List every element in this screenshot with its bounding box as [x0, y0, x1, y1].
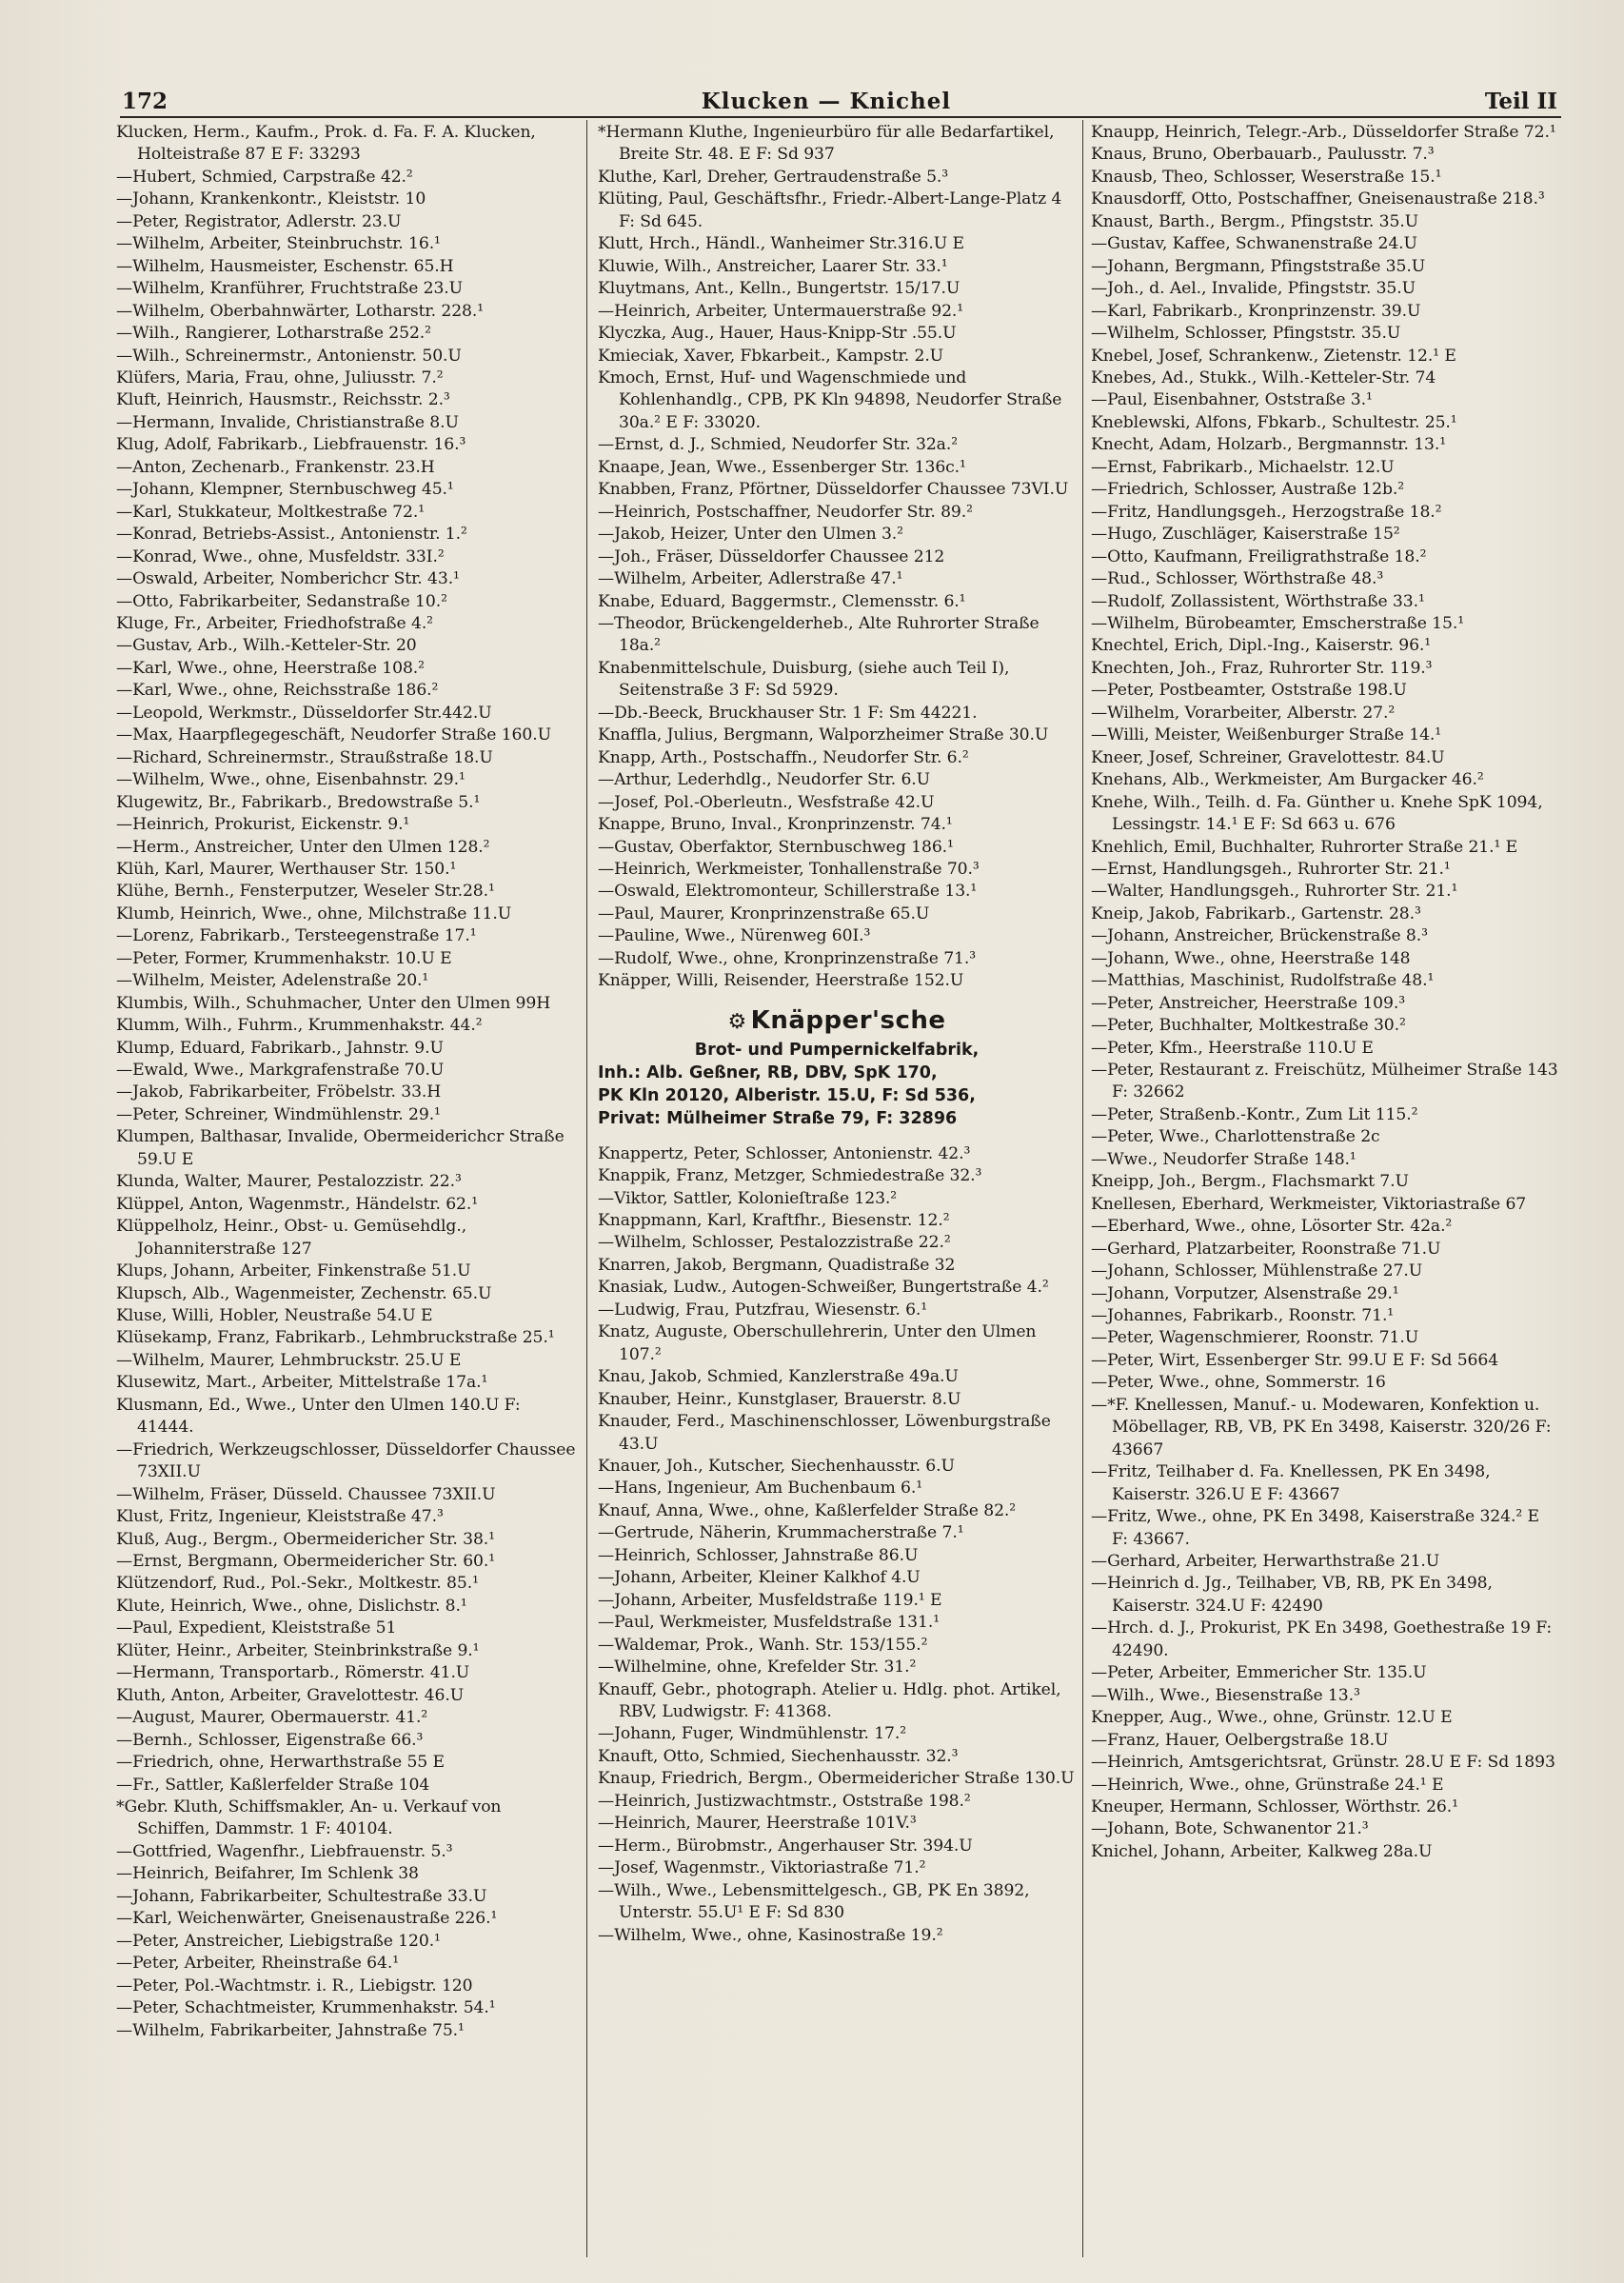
directory-entry: —Peter, Pol.-Wachtmstr. i. R., Liebigstr. 120 [116, 1975, 473, 1995]
directory-entry: —Jakob, Fabrikarbeiter, Fröbelstr. 33.H [116, 1082, 442, 1102]
directory-entry: —Viktor, Sattler, Kolonieſtraße 123.² [598, 1188, 898, 1208]
directory-entry: —Gustav, Oberfaktor, Sternbuschweg 186.¹ [598, 837, 954, 857]
running-title: Klucken — Knichel [701, 88, 952, 114]
directory-entry: —Johann, Fabrikarbeiter, Schultestraße 33.U [116, 1886, 487, 1906]
directory-entry: Knau, Jakob, Schmied, Kanzlerstraße 49a.U [598, 1367, 959, 1387]
directory-entry: —Bernh., Schlosser, Eigenstraße 66.³ [116, 1730, 424, 1750]
directory-entry: Knatz, Auguste, Oberschullehrerin, Unter den Ulmen 107.² [598, 1322, 1037, 1364]
directory-entry: Klump, Eduard, Fabrikarb., Jahnstr. 9.U [116, 1038, 444, 1058]
directory-entry: Klug, Adolf, Fabrikarb., Liebfrauenstr. 16.³ [116, 435, 466, 455]
directory-entry: *Gebr. Kluth, Schiffsmakler, An- u. Verkauf von Schiffen, Dammstr. 1 F: 40104. [116, 1797, 502, 1839]
directory-entry: Kluge, Fr., Arbeiter, Friedhofstraße 4.² [116, 613, 433, 633]
directory-entry: Knäpper, Willi, Reisender, Heerstraße 152.U [598, 971, 964, 991]
directory-entry: —Lorenz, Fabrikarb., Tersteegenstraße 17.¹ [116, 926, 477, 946]
directory-entry: —Db.-Beeck, Bruckhauser Str. 1 F: Sm 44221. [598, 703, 978, 723]
directory-entry: —Gottfried, Wagenfhr., Liebfrauenstr. 5.³ [116, 1841, 453, 1861]
directory-entry: —Gustav, Kaffee, Schwanenstraße 24.U [1091, 234, 1417, 254]
directory-entry: Klumb, Heinrich, Wwe., ohne, Milchstraße 11.U [116, 903, 512, 923]
directory-entry: —Peter, Registrator, Adlerstr. 23.U [116, 211, 402, 231]
directory-entry: Kneipp, Joh., Bergm., Flachsmarkt 7.U [1091, 1172, 1409, 1192]
directory-entry: —Wilh., Wwe., Biesenstraße 13.³ [1091, 1685, 1360, 1705]
directory-entry: Knebel, Josef, Schrankenw., Zietenstr. 12.¹ E [1091, 346, 1456, 366]
column-2 [598, 122, 1076, 2259]
directory-entry: —Heinrich d. Jg., Teilhaber, VB, RB, PK En 3498, Kaiserstr. 324.U F: 42490 [1091, 1574, 1493, 1616]
directory-entry: —Herm., Bürobmstr., Angerhauser Str. 394.U [598, 1836, 973, 1856]
directory-entry: —Franz, Hauer, Oelbergstraße 18.U [1091, 1730, 1389, 1750]
directory-entry: —Peter, Arbeiter, Rheinstraße 64.¹ [116, 1954, 399, 1974]
directory-entry: —Wilhelm, Meister, Adelenstraße 20.¹ [116, 971, 429, 991]
directory-entry: —Gustav, Arb., Wilh.-Ketteler-Str. 20 [116, 636, 417, 656]
directory-entry: —Wilhelm, Kranführer, Fruchtstraße 23.U [116, 279, 464, 299]
directory-entry: Knausdorff, Otto, Postschaffner, Gneisenaustraße 218.³ [1091, 189, 1545, 209]
directory-entry: —Friedrich, Schlosser, Austraße 12b.² [1091, 480, 1405, 500]
directory-entry: —Johann, Anstreicher, Brückenstraße 8.³ [1091, 926, 1428, 946]
directory-entry: —Walter, Handlungsgeh., Ruhrorter Str. 21.¹ [1091, 882, 1458, 902]
page-header [122, 82, 1557, 120]
directory-entry: —Max, Haarpflegegeschäft, Neudorfer Straße 160.U [116, 725, 551, 745]
directory-entry: —Heinrich, Amtsgerichtsrat, Grünstr. 28.U E F: Sd 1893 [1091, 1753, 1555, 1773]
directory-entry: Klüfers, Maria, Frau, ohne, Juliusstr. 7.² [116, 367, 444, 387]
directory-entry: Knappik, Franz, Metzger, Schmiedestraße 32.³ [598, 1166, 982, 1186]
directory-entry: Kneer, Josef, Schreiner, Gravelottestr. 84.U [1091, 747, 1445, 767]
directory-entry: Klusewitz, Mart., Arbeiter, Mittelstraße 17a.¹ [116, 1373, 488, 1393]
directory-entry: Knecht, Adam, Holzarb., Bergmannstr. 13.¹ [1091, 435, 1447, 455]
directory-entry: —Karl, Fabrikarb., Kronprinzenstr. 39.U [1091, 301, 1421, 321]
directory-entry: —Herm., Anstreicher, Unter den Ulmen 128.² [116, 837, 490, 857]
directory-entry: —Gertrude, Näherin, Krummacherstraße 7.¹ [598, 1523, 964, 1543]
directory-entry: Knabenmittelschule, Duisburg, (siehe auch Teil I), Seitenstraße 3 F: Sd 5929. [598, 658, 1010, 701]
directory-entry: Knabe, Eduard, Baggermstr., Clemensstr. 6.¹ [598, 591, 966, 611]
directory-entry: —Eberhard, Wwe., ohne, Lösorter Str. 42a.² [1091, 1217, 1453, 1237]
directory-entry: —Wilhelm, Wwe., ohne, Eisenbahnstr. 29.¹ [116, 770, 465, 790]
directory-entry: —Heinrich, Justizwachtmstr., Oststraße 198.² [598, 1791, 971, 1811]
directory-entry: Knausb, Theo, Schlosser, Weserstraße 15.¹ [1091, 167, 1442, 187]
directory-entry: Knasiak, Ludw., Autogen-Schweißer, Bungertstraße 4.² [598, 1278, 1049, 1298]
directory-entry: Kluse, Willi, Hobler, Neustraße 54.U E [116, 1306, 433, 1326]
directory-entry: Knapp, Arth., Postschaffn., Neudorfer Str. 6.² [598, 747, 969, 767]
directory-entry: Knehans, Alb., Werkmeister, Am Burgacker 46.² [1091, 770, 1484, 790]
directory-entry: —Heinrich, Maurer, Heerstraße 101V.³ [598, 1814, 917, 1834]
directory-entry: Klützendorf, Rud., Pol.-Sekr., Moltkestr. 85.¹ [116, 1574, 479, 1594]
directory-entry: Klühe, Bernh., Fensterputzer, Weseler Str.28.¹ [116, 882, 495, 902]
directory-entry: —Rudolf, Wwe., ohne, Kronprinzenstraße 71.³ [598, 948, 977, 968]
directory-entry: —Willi, Meister, Weißenburger Straße 14.¹ [1091, 725, 1442, 745]
directory-entry: —Josef, Wagenmstr., Viktoriastraße 71.² [598, 1858, 926, 1878]
directory-entry: —Karl, Weichenwärter, Gneisenaustraße 226.¹ [116, 1909, 498, 1929]
ad-line: PK Kln 20120, Alberistr. 15.U, F: Sd 536, [598, 1085, 976, 1105]
directory-entry: —Matthias, Maschinist, Rudolfstraße 48.¹ [1091, 971, 1435, 991]
directory-entry: —Ewald, Wwe., Markgrafenstraße 70.U [116, 1061, 445, 1081]
directory-entry: —August, Maurer, Obermauerstr. 41.² [116, 1708, 428, 1728]
directory-entry: Kneblewski, Alfons, Fbkarb., Schultestr. 25.¹ [1091, 412, 1457, 432]
directory-entry: —Theodor, Brückengelderheb., Alte Ruhrorter Straße 18a.² [598, 613, 1040, 656]
directory-entry: Kmoch, Ernst, Huf- und Wagenschmiede und Kohlenhandlg., CPB, PK Kln 94898, Neudorfer Straße 30a.² E F: 33020. [598, 367, 1062, 432]
directory-entry: —Wilhelm, Bürobeamter, Emscherstraße 15.¹ [1091, 613, 1465, 633]
directory-entry: —Peter, Restaurant z. Freischütz, Mülheimer Straße 143 F: 32662 [1091, 1061, 1558, 1102]
directory-entry: —Waldemar, Prok., Wanh. Str. 153/155.² [598, 1635, 928, 1655]
directory-entry: Klüsekamp, Franz, Fabrikarb., Lehmbruckstraße 25.¹ [116, 1328, 555, 1348]
directory-entry: Klusmann, Ed., Wwe., Unter den Ulmen 140.U F: 41444. [116, 1395, 521, 1438]
directory-entry: —Peter, Wagenschmierer, Roonstr. 71.U [1091, 1328, 1419, 1348]
directory-entry: —Paul, Maurer, Kronprinzenstraße 65.U [598, 903, 930, 923]
directory-entry: —Paul, Eisenbahner, Oststraße 3.¹ [1091, 390, 1373, 410]
directory-entry: Knaupp, Heinrich, Telegr.-Arb., Düsseldorfer Straße 72.¹ [1091, 123, 1556, 142]
directory-entry: —Fritz, Teilhaber d. Fa. Knellessen, PK En 3498, Kaiserstr. 326.U E F: 43667 [1091, 1462, 1491, 1504]
directory-entry: —Heinrich, Wwe., ohne, Grünstraße 24.¹ E [1091, 1775, 1444, 1795]
directory-entry: Klüh, Karl, Maurer, Werthauser Str. 150.¹ [116, 859, 457, 879]
directory-entry: —Anton, Zechenarb., Frankenstr. 23.H [116, 457, 435, 477]
column-3 [1091, 122, 1559, 2259]
directory-entry: —Johann, Bote, Schwanentor 21.³ [1091, 1819, 1369, 1839]
directory-entry: —Johann, Krankenkontr., Kleiststr. 10 [116, 189, 426, 209]
directory-entry: —Wilhelm, Fabrikarbeiter, Jahnstraße 75.¹ [116, 2020, 465, 2040]
directory-entry: —Joh., Fräser, Düsseldorfer Chaussee 212 [598, 546, 945, 566]
directory-entry: Klutt, Hrch., Händl., Wanheimer Str.316.U E [598, 234, 964, 254]
directory-entry: —Johann, Vorputzer, Alsenstraße 29.¹ [1091, 1283, 1399, 1303]
directory-entry: Klüppel, Anton, Wagenmstr., Händelstr. 62.¹ [116, 1194, 479, 1214]
directory-entry: Kmieciak, Xaver, Fbkarbeit., Kampstr. 2.U [598, 346, 944, 366]
directory-entry: —Wilhelm, Arbeiter, Steinbruchstr. 16.¹ [116, 234, 441, 254]
directory-entry: —Fritz, Wwe., ohne, PK En 3498, Kaiserstraße 324.² E F: 43667. [1091, 1507, 1539, 1549]
directory-entry: —Oswald, Arbeiter, Nomberichcr Str. 43.¹ [116, 569, 460, 589]
directory-entry: —Peter, Buchhalter, Moltkestraße 30.² [1091, 1016, 1406, 1036]
directory-entry: —Wilhelm, Maurer, Lehmbruckstr. 25.U E [116, 1350, 462, 1370]
ad-line: Brot- und Pumpernickelfabrik, [694, 1040, 980, 1060]
directory-entry: Knehlich, Emil, Buchhalter, Ruhrorter Straße 21.¹ E [1091, 837, 1518, 857]
ad-line: Inh.: Alb. Geßner, RB, DBV, SpK 170, [598, 1062, 938, 1082]
directory-entry: Kluthe, Karl, Dreher, Gertraudenstraße 5.³ [598, 167, 949, 187]
directory-entry: —Hugo, Zuschläger, Kaiserstraße 15² [1091, 525, 1400, 545]
directory-entry: —Josef, Pol.-Oberleutn., Wesfstraße 42.U [598, 792, 935, 812]
directory-entry: Knechten, Joh., Fraz, Ruhrorter Str. 119.³ [1091, 658, 1433, 678]
part-label: Teil II [1484, 88, 1557, 114]
column-divider-2 [1082, 120, 1083, 2257]
directory-entry: —Karl, Stukkateur, Moltkestraße 72.¹ [116, 502, 426, 522]
page-number: 172 [122, 88, 168, 114]
directory-entry: —Peter, Anstreicher, Liebigstraße 120.¹ [116, 1931, 441, 1951]
directory-entry: Kluft, Heinrich, Hausmstr., Reichsstr. 2.³ [116, 390, 450, 410]
directory-entry: —Peter, Anstreicher, Heerstraße 109.³ [1091, 993, 1406, 1013]
directory-entry: —Hrch. d. J., Prokurist, PK En 3498, Goethestraße 19 F: 42490. [1091, 1618, 1553, 1660]
column-1 [116, 122, 577, 2259]
directory-entry: —Otto, Fabrikarbeiter, Sedanstraße 10.² [116, 591, 447, 611]
directory-entry: —Konrad, Wwe., ohne, Musfeldstr. 33I.² [116, 546, 445, 566]
directory-entry: —Wilh., Rangierer, Lotharstraße 252.² [116, 324, 431, 344]
directory-entry: —Johann, Arbeiter, Musfeldstraße 119.¹ E [598, 1590, 942, 1610]
directory-entry: —Wilhelm, Schlosser, Pestalozzistraße 22.² [598, 1233, 951, 1253]
directory-entry: —Rudolf, Zollassistent, Wörthstraße 33.¹ [1091, 591, 1425, 611]
directory-entry: —Peter, Schachtmeister, Krummenhakstr. 54.¹ [116, 1998, 496, 2018]
directory-entry: —*F. Knellessen, Manuf.- u. Modewaren, Konfektion u. Möbellager, RB, VB, PK En 3498, Kaiserstr. 320/26 F: 43667 [1091, 1395, 1552, 1459]
directory-entry: —Johann, Schlosser, Mühlenstraße 27.U [1091, 1261, 1423, 1281]
directory-entry: —Wilhelm, Hausmeister, Eschenstr. 65.H [116, 256, 454, 276]
directory-entry: Knebes, Ad., Stukk., Wilh.-Ketteler-Str. 74 [1091, 367, 1436, 387]
directory-entry: Kluwie, Wilh., Anstreicher, Laarer Str. 33.¹ [598, 256, 948, 276]
directory-entry: Knaup, Friedrich, Bergm., Obermeidericher Straße 130.U [598, 1769, 1075, 1789]
directory-entry: Knepper, Aug., Wwe., ohne, Grünstr. 12.U E [1091, 1708, 1453, 1728]
advertisement [598, 1006, 1076, 1130]
directory-entry: —Heinrich, Postschaffner, Neudorfer Str. 89.² [598, 502, 973, 522]
directory-entry: *Hermann Kluthe, Ingenieurbüro für alle Bedarfartikel, Breite Str. 48. E F: Sd 937 [598, 123, 1055, 165]
directory-entry: Klunda, Walter, Maurer, Pestalozzistr. 22.³ [116, 1172, 462, 1192]
directory-entry: —Peter, Wirt, Essenberger Str. 99.U E F: Sd 5664 [1091, 1350, 1499, 1370]
directory-entry: —Paul, Expedient, Kleiststraße 51 [116, 1618, 397, 1638]
directory-entry: Knauber, Heinr., Kunstglaser, Brauerstr. 8.U [598, 1389, 961, 1409]
directory-entry: Knauf, Anna, Wwe., ohne, Kaßlerfelder Straße 82.² [598, 1500, 1017, 1520]
directory-entry: —Peter, Wwe., Charlottenstraße 2c [1091, 1127, 1380, 1147]
directory-entry: —Hermann, Transportarb., Römerstr. 41.U [116, 1663, 470, 1683]
directory-entry: —Johann, Wwe., ohne, Heerstraße 148 [1091, 948, 1411, 968]
directory-entry: —Wilh., Schreinermstr., Antonienstr. 50.U [116, 346, 462, 366]
directory-entry: Klumpen, Balthasar, Invalide, Obermeiderichcr Straße 59.U E [116, 1127, 564, 1169]
directory-entry: —Johann, Fuger, Windmühlenstr. 17.² [598, 1724, 907, 1744]
directory-entry: —Ernst, Bergmann, Obermeidericher Str. 60.¹ [116, 1552, 496, 1571]
directory-entry: —Fritz, Handlungsgeh., Herzogstraße 18.² [1091, 502, 1442, 522]
directory-entry: Kneip, Jakob, Fabrikarb., Gartenstr. 28.³ [1091, 903, 1421, 923]
directory-entry: —Wilhelm, Wwe., ohne, Kasinostraße 19.² [598, 1925, 943, 1945]
directory-entry: Knaust, Barth., Bergm., Pfingststr. 35.U [1091, 211, 1419, 231]
directory-entry: Klust, Fritz, Ingenieur, Kleiststraße 47.³ [116, 1507, 444, 1527]
directory-entry: —Peter, Wwe., ohne, Sommerstr. 16 [1091, 1373, 1386, 1393]
directory-entry: —Wilh., Wwe., Lebensmittelgesch., GB, PK En 3892, Unterstr. 55.U¹ E F: Sd 830 [598, 1880, 1030, 1923]
directory-entry: —Wilhelm, Schlosser, Pfingststr. 35.U [1091, 324, 1401, 344]
directory-entry: —Johann, Arbeiter, Kleiner Kalkhof 4.U [598, 1568, 921, 1588]
directory-entry: Knauft, Otto, Schmied, Siechenhausstr. 32.³ [598, 1746, 959, 1766]
directory-entry: —Wilhelm, Vorarbeiter, Alberstr. 27.² [1091, 703, 1396, 723]
directory-entry: Klups, Johann, Arbeiter, Finkenstraße 51.U [116, 1261, 471, 1281]
directory-entry: Knauer, Joh., Kutscher, Siechenhausstr. 6.U [598, 1457, 955, 1477]
directory-entry: Klute, Heinrich, Wwe., ohne, Dislichstr. 8.¹ [116, 1596, 467, 1616]
directory-entry: Klüppelholz, Heinr., Obst- u. Gemüsehdlg., Johanniterstraße 127 [116, 1217, 467, 1259]
directory-entry: Knappertz, Peter, Schlosser, Antonienstr. 42.³ [598, 1143, 971, 1163]
directory-entry: —Wilhelm, Oberbahnwärter, Lotharstr. 228.¹ [116, 301, 485, 321]
directory-entry: Klucken, Herm., Kaufm., Prok. d. Fa. F. A. Klucken, Holteistraße 87 E F: 33293 [116, 123, 536, 165]
directory-entry: Kneuper, Hermann, Schlosser, Wörthstr. 26.¹ [1091, 1797, 1458, 1816]
directory-entry: Knappe, Bruno, Inval., Kronprinzenstr. 74.¹ [598, 815, 953, 835]
directory-entry: —Peter, Schreiner, Windmühlenstr. 29.¹ [116, 1104, 441, 1124]
directory-entry: —Konrad, Betriebs-Assist., Antonienstr. 1.² [116, 525, 467, 545]
directory-entry: —Hans, Ingenieur, Am Buchenbaum 6.¹ [598, 1479, 923, 1499]
ad-line: Privat: Mülheimer Straße 79, F: 32896 [598, 1108, 958, 1128]
directory-entry: —Leopold, Werkmstr., Düsseldorfer Str.442.U [116, 703, 492, 723]
directory-entry: —Heinrich, Werkmeister, Tonhallenstraße 70.³ [598, 859, 980, 879]
directory-entry: —Johann, Klempner, Sternbuschweg 45.¹ [116, 480, 454, 500]
directory-entry: —Paul, Werkmeister, Musfeldstraße 131.¹ [598, 1613, 940, 1633]
directory-entry: —Heinrich, Arbeiter, Untermauerstraße 92.¹ [598, 301, 964, 321]
directory-entry: —Ernst, Handlungsgeh., Ruhrorter Str. 21.¹ [1091, 859, 1451, 879]
directory-entry: —Ludwig, Frau, Putzfrau, Wiesenstr. 6.¹ [598, 1300, 928, 1320]
directory-entry: —Arthur, Lederhdlg., Neudorfer Str. 6.U [598, 770, 931, 790]
directory-entry: —Wwe., Neudorfer Straße 148.¹ [1091, 1149, 1357, 1169]
directory-entry: —Hermann, Invalide, Christianstraße 8.U [116, 412, 459, 432]
directory-entry: —Wilhelmine, ohne, Krefelder Str. 31.² [598, 1658, 917, 1678]
directory-entry: Knarren, Jakob, Bergmann, Quadistraße 32 [598, 1255, 956, 1275]
directory-entry: Knauff, Gebr., photograph. Atelier u. Hdlg. phot. Artikel, RBV, Ludwigstr. F: 41368. [598, 1679, 1061, 1721]
directory-entry: Knaus, Bruno, Oberbauarb., Paulusstr. 7.³ [1091, 145, 1435, 165]
directory-entry: —Rud., Schlosser, Wörthstraße 48.³ [1091, 569, 1384, 589]
directory-entry: —Wilhelm, Fräser, Düsseld. Chaussee 73XII.U [116, 1484, 496, 1504]
directory-entry: —Ernst, d. J., Schmied, Neudorfer Str. 32a.² [598, 435, 958, 455]
directory-entry: Knehe, Wilh., Teilh. d. Fa. Günther u. Knehe SpK 1094, Lessingstr. 14.¹ E F: Sd 663 u. 676 [1091, 792, 1543, 835]
directory-entry: Klumm, Wilh., Fuhrm., Krummenhakstr. 44.² [116, 1016, 483, 1036]
ad-brand [598, 1006, 1076, 1035]
directory-entry: Knaape, Jean, Wwe., Essenberger Str. 136c.¹ [598, 457, 966, 477]
directory-entry: —Hubert, Schmied, Carpstraße 42.² [116, 167, 413, 187]
directory-entry: —Karl, Wwe., ohne, Reichsstraße 186.² [116, 681, 439, 701]
directory-entry: —Ernst, Fabrikarb., Michaelstr. 12.U [1091, 457, 1395, 477]
directory-entry: Klumbis, Wilh., Schuhmacher, Unter den Ulmen 99H [116, 993, 551, 1013]
directory-entry: —Karl, Wwe., ohne, Heerstraße 108.² [116, 658, 425, 678]
directory-entry: —Heinrich, Prokurist, Eickenstr. 9.¹ [116, 815, 410, 835]
directory-entry: —Gerhard, Platzarbeiter, Roonstraße 71.U [1091, 1239, 1441, 1259]
header-rule [120, 116, 1561, 118]
directory-entry: —Friedrich, ohne, Herwarthstraße 55 E [116, 1753, 445, 1773]
directory-entry: Kluth, Anton, Arbeiter, Gravelottestr. 46.U [116, 1685, 465, 1705]
directory-entry: Knauder, Ferd., Maschinenschlosser, Löwenburgstraße 43.U [598, 1412, 1051, 1454]
directory-entry: —Jakob, Heizer, Unter den Ulmen 3.² [598, 525, 903, 545]
directory-entry: —Richard, Schreinermstr., Straußstraße 18.U [116, 747, 493, 767]
gear-logo-icon: ⚙ [727, 1009, 747, 1034]
directory-entry: —Peter, Kfm., Heerstraße 110.U E [1091, 1038, 1374, 1058]
directory-entry: —Johann, Bergmann, Pfingststraße 35.U [1091, 256, 1426, 276]
directory-entry: Kluytmans, Ant., Kelln., Bungertstr. 15/17.U [598, 279, 961, 299]
directory-entry: Klugewitz, Br., Fabrikarb., Bredowstraße 5.¹ [116, 792, 481, 812]
directory-entry: —Peter, Arbeiter, Emmericher Str. 135.U [1091, 1663, 1427, 1683]
directory-entry: —Johannes, Fabrikarb., Roonstr. 71.¹ [1091, 1306, 1395, 1326]
directory-entry: —Peter, Former, Krummenhakstr. 10.U E [116, 948, 452, 968]
directory-entry: —Fr., Sattler, Kaßlerfelder Straße 104 [116, 1775, 430, 1795]
directory-entry: Klüter, Heinr., Arbeiter, Steinbrinkstraße 9.¹ [116, 1640, 480, 1660]
directory-entry: Klüting, Paul, Geschäftsfhr., Friedr.-Albert-Lange-Platz 4 F: Sd 645. [598, 189, 1062, 231]
directory-entry: —Oswald, Elektromonteur, Schillerstraße 13.¹ [598, 882, 978, 902]
directory-entry: —Heinrich, Schlosser, Jahnstraße 86.U [598, 1545, 919, 1565]
directory-entry: —Peter, Postbeamter, Oststraße 198.U [1091, 681, 1407, 701]
directory-entry: —Pauline, Wwe., Nürenweg 60I.³ [598, 926, 871, 946]
directory-entry: Klyczka, Aug., Hauer, Haus-Knipp-Str .55.U [598, 324, 957, 344]
directory-entry: Knichel, Johann, Arbeiter, Kalkweg 28a.U [1091, 1841, 1433, 1861]
directory-entry: —Peter, Straßenb.-Kontr., Zum Lit 115.² [1091, 1104, 1418, 1124]
directory-entry: Kluß, Aug., Bergm., Obermeidericher Str. 38.¹ [116, 1529, 495, 1549]
ad-brand-name: Knäpper'sche [750, 1005, 946, 1035]
directory-entry: Knechtel, Erich, Dipl.-Ing., Kaiserstr. 96.¹ [1091, 636, 1432, 656]
directory-entry: Klupsch, Alb., Wagenmeister, Zechenstr. 65.U [116, 1283, 492, 1303]
directory-entry: Knabben, Franz, Pförtner, Düsseldorfer Chaussee 73VI.U [598, 480, 1069, 500]
directory-entry: —Wilhelm, Arbeiter, Adlerstraße 47.¹ [598, 569, 903, 589]
directory-entry: —Heinrich, Beifahrer, Im Schlenk 38 [116, 1864, 419, 1884]
directory-entry: Knaffla, Julius, Bergmann, Walporzheimer Straße 30.U [598, 725, 1049, 745]
column-divider-1 [586, 120, 587, 2257]
directory-entry: —Joh., d. Ael., Invalide, Pfingststr. 35.U [1091, 279, 1416, 299]
directory-entry: —Gerhard, Arbeiter, Herwarthstraße 21.U [1091, 1552, 1440, 1571]
directory-entry: Knellesen, Eberhard, Werkmeister, Viktoriastraße 67 [1091, 1194, 1527, 1214]
directory-entry: Knappmann, Karl, Kraftfhr., Biesenstr. 12.² [598, 1211, 950, 1231]
directory-entry: —Otto, Kaufmann, Freiligrathstraße 18.² [1091, 546, 1427, 566]
directory-entry: —Friedrich, Werkzeugschlosser, Düsseldorfer Chaussee 73XII.U [116, 1439, 576, 1482]
